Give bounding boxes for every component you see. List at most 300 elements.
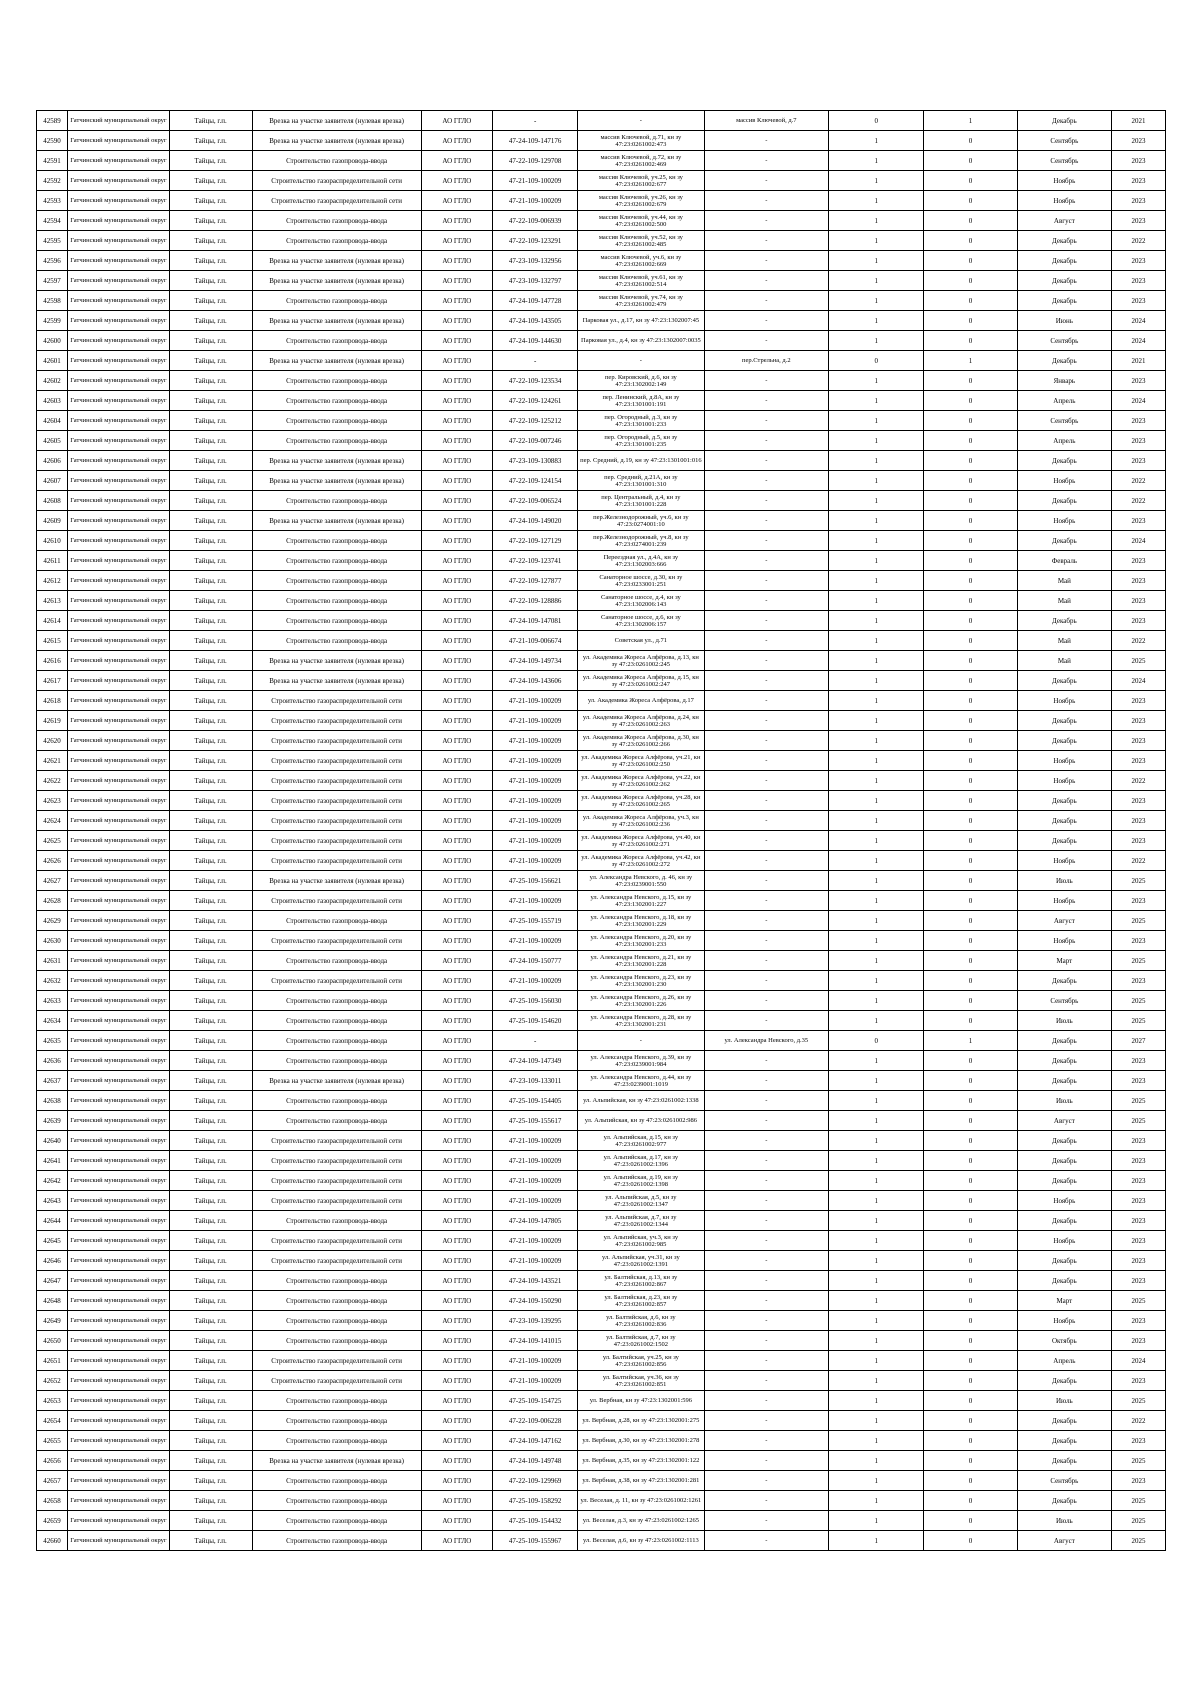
table-row — [37, 1311, 1166, 1331]
cell-month: Август — [1017, 911, 1111, 931]
cell-settlement: Тайцы, г.п. — [169, 1331, 252, 1351]
cell-settlement: Тайцы, г.п. — [169, 811, 252, 831]
cell-settlement: Тайцы, г.п. — [169, 1011, 252, 1031]
cell-count-b: 0 — [924, 1351, 1017, 1371]
cell-year: 2025 — [1112, 1111, 1166, 1131]
cell-address-cadastral: ул. Балтийская, д.13, кн зу 47:23:0261002:867 — [578, 1271, 704, 1291]
cell-district: Гатчинский муниципальный округ — [68, 771, 170, 791]
cell-object-address: - — [704, 1291, 828, 1311]
cell-record-id: 42605 — [37, 431, 68, 451]
cell-work-type: Строительство газопровода-ввода — [252, 431, 421, 451]
cell-district: Гатчинский муниципальный округ — [68, 1471, 170, 1491]
cell-district: Гатчинский муниципальный округ — [68, 851, 170, 871]
cell-count-b: 0 — [924, 311, 1017, 331]
cell-object-address: - — [704, 431, 828, 451]
cell-year: 2021 — [1112, 351, 1166, 371]
cell-object-address: - — [704, 131, 828, 151]
cell-address-cadastral: массив Ключевой, уч.6, кн зу 47:23:0261002:669 — [578, 251, 704, 271]
cell-record-id: 42658 — [37, 1491, 68, 1511]
cell-address-cadastral: Парковая ул., д.17, кн зу 47:23:1302007:45 — [578, 311, 704, 331]
cell-month: Ноябрь — [1017, 1231, 1111, 1251]
cell-work-type: Строительство газопровода-ввода — [252, 611, 421, 631]
cell-month: Май — [1017, 571, 1111, 591]
cell-object-address: - — [704, 371, 828, 391]
cell-settlement: Тайцы, г.п. — [169, 1311, 252, 1331]
cell-record-id: 42619 — [37, 711, 68, 731]
cell-application-number: 47-25-109-154725 — [493, 1391, 578, 1411]
cell-count-b: 0 — [924, 1491, 1017, 1511]
cell-application-number: 47-21-109-100209 — [493, 931, 578, 951]
cell-record-id: 42648 — [37, 1291, 68, 1311]
table-row — [37, 951, 1166, 971]
cell-year: 2023 — [1112, 791, 1166, 811]
cell-organization: АО ГГЛО — [421, 1051, 493, 1071]
cell-settlement: Тайцы, г.п. — [169, 931, 252, 951]
cell-application-number: 47-21-109-100209 — [493, 1131, 578, 1151]
cell-work-type: Строительство газопровода-ввода — [252, 1211, 421, 1231]
cell-work-type: Строительство газопровода-ввода — [252, 911, 421, 931]
cell-count-a: 1 — [829, 951, 924, 971]
cell-record-id: 42595 — [37, 231, 68, 251]
cell-settlement: Тайцы, г.п. — [169, 951, 252, 971]
cell-application-number: 47-21-109-100209 — [493, 731, 578, 751]
cell-application-number: 47-24-109-149748 — [493, 1451, 578, 1471]
cell-work-type: Строительство газораспределительной сети — [252, 1171, 421, 1191]
cell-record-id: 42647 — [37, 1271, 68, 1291]
table-row — [37, 651, 1166, 671]
cell-object-address: - — [704, 451, 828, 471]
cell-work-type: Строительство газопровода-ввода — [252, 391, 421, 411]
cell-year: 2023 — [1112, 1251, 1166, 1271]
table-row — [37, 1171, 1166, 1191]
cell-organization: АО ГГЛО — [421, 171, 493, 191]
cell-record-id: 42629 — [37, 911, 68, 931]
table-row — [37, 871, 1166, 891]
cell-count-a: 1 — [829, 1091, 924, 1111]
cell-count-a: 1 — [829, 131, 924, 151]
cell-record-id: 42654 — [37, 1411, 68, 1431]
cell-district: Гатчинский муниципальный округ — [68, 1171, 170, 1191]
cell-object-address: ул. Александра Невского, д.35 — [704, 1031, 828, 1051]
cell-address-cadastral: ул. Академика Жореса Алфёрова, д.13, кн зу 47:23:0261002:245 — [578, 651, 704, 671]
cell-address-cadastral: ул. Альпийская, д.5, кн зу 47:23:0261002:1347 — [578, 1191, 704, 1211]
cell-count-a: 1 — [829, 451, 924, 471]
cell-record-id: 42660 — [37, 1531, 68, 1551]
cell-year: 2023 — [1112, 1331, 1166, 1351]
cell-count-b: 0 — [924, 171, 1017, 191]
cell-work-type: Строительство газораспределительной сети — [252, 1191, 421, 1211]
cell-count-a: 1 — [829, 171, 924, 191]
cell-work-type: Строительство газопровода-ввода — [252, 1531, 421, 1551]
cell-application-number: 47-21-109-100209 — [493, 1251, 578, 1271]
cell-record-id: 42596 — [37, 251, 68, 271]
cell-organization: АО ГГЛО — [421, 1431, 493, 1451]
cell-district: Гатчинский муниципальный округ — [68, 1371, 170, 1391]
table-row — [37, 891, 1166, 911]
cell-settlement: Тайцы, г.п. — [169, 631, 252, 651]
table-row — [37, 331, 1166, 351]
cell-work-type: Строительство газораспределительной сети — [252, 851, 421, 871]
cell-count-b: 0 — [924, 731, 1017, 751]
cell-organization: АО ГГЛО — [421, 1371, 493, 1391]
cell-month: Май — [1017, 651, 1111, 671]
cell-district: Гатчинский муниципальный округ — [68, 131, 170, 151]
cell-record-id: 42642 — [37, 1171, 68, 1191]
cell-record-id: 42627 — [37, 871, 68, 891]
cell-organization: АО ГГЛО — [421, 151, 493, 171]
cell-work-type: Строительство газопровода-ввода — [252, 1431, 421, 1451]
cell-organization: АО ГГЛО — [421, 291, 493, 311]
cell-address-cadastral: Санаторное шоссе, д.6, кн зу 47:23:1302006:157 — [578, 611, 704, 631]
cell-record-id: 42592 — [37, 171, 68, 191]
cell-year: 2024 — [1112, 331, 1166, 351]
cell-settlement: Тайцы, г.п. — [169, 891, 252, 911]
cell-count-b: 0 — [924, 711, 1017, 731]
cell-address-cadastral: ул. Балтийская, д.7, кн зу 47:23:0261002:1502 — [578, 1331, 704, 1351]
cell-district: Гатчинский муниципальный округ — [68, 251, 170, 271]
cell-year: 2025 — [1112, 1391, 1166, 1411]
cell-work-type: Строительство газопровода-ввода — [252, 1391, 421, 1411]
cell-object-address: - — [704, 1491, 828, 1511]
cell-application-number: 47-22-109-125212 — [493, 411, 578, 431]
cell-year: 2024 — [1112, 1351, 1166, 1371]
cell-object-address: - — [704, 1351, 828, 1371]
cell-application-number: 47-21-109-100209 — [493, 891, 578, 911]
cell-count-b: 0 — [924, 1311, 1017, 1331]
cell-record-id: 42608 — [37, 491, 68, 511]
cell-year: 2022 — [1112, 491, 1166, 511]
cell-month: Август — [1017, 211, 1111, 231]
cell-application-number: 47-21-109-100209 — [493, 851, 578, 871]
table-row — [37, 1191, 1166, 1211]
cell-count-a: 1 — [829, 271, 924, 291]
cell-work-type: Строительство газопровода-ввода — [252, 331, 421, 351]
table-row — [37, 591, 1166, 611]
cell-organization: АО ГГЛО — [421, 1471, 493, 1491]
cell-work-type: Строительство газораспределительной сети — [252, 1231, 421, 1251]
cell-record-id: 42650 — [37, 1331, 68, 1351]
cell-count-b: 0 — [924, 1471, 1017, 1491]
cell-work-type: Строительство газораспределительной сети — [252, 691, 421, 711]
cell-application-number: 47-24-109-147728 — [493, 291, 578, 311]
table-row — [37, 531, 1166, 551]
cell-year: 2023 — [1112, 971, 1166, 991]
cell-object-address: - — [704, 1091, 828, 1111]
cell-address-cadastral: массив Ключевой, уч.61, кн зу 47:23:0261002:514 — [578, 271, 704, 291]
cell-object-address: - — [704, 911, 828, 931]
cell-year: 2025 — [1112, 1011, 1166, 1031]
cell-month: Декабрь — [1017, 231, 1111, 251]
cell-address-cadastral: ул. Александра Невского, д. 46, кн зу 47:23:0239001:550 — [578, 871, 704, 891]
cell-record-id: 42645 — [37, 1231, 68, 1251]
cell-application-number: 47-21-109-100209 — [493, 191, 578, 211]
table-row — [37, 1391, 1166, 1411]
cell-address-cadastral: ул. Академика Жореса Алфёрова, уч.22, кн зу 47:23:0261002:262 — [578, 771, 704, 791]
cell-record-id: 42606 — [37, 451, 68, 471]
cell-month: Ноябрь — [1017, 931, 1111, 951]
cell-district: Гатчинский муниципальный округ — [68, 171, 170, 191]
cell-year: 2023 — [1112, 171, 1166, 191]
cell-application-number: 47-24-109-143505 — [493, 311, 578, 331]
cell-district: Гатчинский муниципальный округ — [68, 871, 170, 891]
cell-record-id: 42602 — [37, 371, 68, 391]
cell-organization: АО ГГЛО — [421, 111, 493, 131]
cell-district: Гатчинский муниципальный округ — [68, 231, 170, 251]
cell-address-cadastral: массив Ключевой, уч.44, кн зу 47:23:0261002:500 — [578, 211, 704, 231]
cell-record-id: 42598 — [37, 291, 68, 311]
cell-year: 2023 — [1112, 731, 1166, 751]
cell-count-a: 1 — [829, 851, 924, 871]
table-row — [37, 851, 1166, 871]
cell-settlement: Тайцы, г.п. — [169, 311, 252, 331]
cell-year: 2023 — [1112, 571, 1166, 591]
cell-month: Апрель — [1017, 1351, 1111, 1371]
cell-year: 2023 — [1112, 371, 1166, 391]
cell-month: Декабрь — [1017, 1071, 1111, 1091]
cell-year: 2023 — [1112, 1271, 1166, 1291]
cell-object-address: - — [704, 1371, 828, 1391]
cell-organization: АО ГГЛО — [421, 1311, 493, 1331]
cell-month: Ноябрь — [1017, 1311, 1111, 1331]
cell-month: Декабрь — [1017, 451, 1111, 471]
cell-address-cadastral: ул. Александра Невского, д.23, кн зу 47:23:1302001:230 — [578, 971, 704, 991]
cell-address-cadastral: пер. Кировский, д.6, кн зу 47:23:1302002:149 — [578, 371, 704, 391]
cell-count-b: 0 — [924, 531, 1017, 551]
cell-settlement: Тайцы, г.п. — [169, 511, 252, 531]
cell-organization: АО ГГЛО — [421, 491, 493, 511]
cell-application-number: 47-23-109-130883 — [493, 451, 578, 471]
cell-settlement: Тайцы, г.п. — [169, 1191, 252, 1211]
cell-record-id: 42591 — [37, 151, 68, 171]
cell-count-b: 0 — [924, 751, 1017, 771]
cell-count-a: 0 — [829, 111, 924, 131]
cell-record-id: 42653 — [37, 1391, 68, 1411]
table-row — [37, 411, 1166, 431]
cell-object-address: - — [704, 811, 828, 831]
cell-count-b: 0 — [924, 551, 1017, 571]
cell-organization: АО ГГЛО — [421, 1131, 493, 1151]
cell-count-b: 0 — [924, 851, 1017, 871]
cell-month: Ноябрь — [1017, 691, 1111, 711]
cell-organization: АО ГГЛО — [421, 1251, 493, 1271]
cell-month: Декабрь — [1017, 1151, 1111, 1171]
cell-settlement: Тайцы, г.п. — [169, 611, 252, 631]
cell-work-type: Строительство газораспределительной сети — [252, 811, 421, 831]
cell-year: 2023 — [1112, 691, 1166, 711]
cell-settlement: Тайцы, г.п. — [169, 451, 252, 471]
cell-count-b: 0 — [924, 1151, 1017, 1171]
cell-address-cadastral: пер.Железнодорожный, уч.6, кн зу 47:23:0274001:10 — [578, 511, 704, 531]
cell-month: Октябрь — [1017, 1331, 1111, 1351]
cell-application-number: 47-21-109-100209 — [493, 1351, 578, 1371]
cell-count-a: 1 — [829, 371, 924, 391]
cell-settlement: Тайцы, г.п. — [169, 1451, 252, 1471]
cell-record-id: 42600 — [37, 331, 68, 351]
cell-district: Гатчинский муниципальный округ — [68, 351, 170, 371]
cell-address-cadastral: ул. Балтийская, д.6, кн зу 47:23:0261002:836 — [578, 1311, 704, 1331]
cell-month: Ноябрь — [1017, 471, 1111, 491]
cell-application-number: 47-21-109-100209 — [493, 751, 578, 771]
cell-year: 2024 — [1112, 531, 1166, 551]
cell-application-number: 47-24-109-143606 — [493, 671, 578, 691]
cell-count-a: 1 — [829, 1271, 924, 1291]
cell-month: Декабрь — [1017, 1491, 1111, 1511]
cell-work-type: Строительство газопровода-ввода — [252, 491, 421, 511]
cell-record-id: 42655 — [37, 1431, 68, 1451]
cell-month: Май — [1017, 591, 1111, 611]
cell-object-address: - — [704, 571, 828, 591]
cell-year: 2023 — [1112, 131, 1166, 151]
cell-year: 2023 — [1112, 751, 1166, 771]
table-row — [37, 671, 1166, 691]
cell-settlement: Тайцы, г.п. — [169, 1471, 252, 1491]
cell-settlement: Тайцы, г.п. — [169, 591, 252, 611]
cell-count-b: 0 — [924, 591, 1017, 611]
cell-work-type: Строительство газораспределительной сети — [252, 831, 421, 851]
table-row — [37, 451, 1166, 471]
cell-address-cadastral: ул. Академика Жореса Алфёрова, уч.3, кн зу 47:23:0261002:236 — [578, 811, 704, 831]
cell-count-b: 0 — [924, 251, 1017, 271]
cell-count-a: 1 — [829, 671, 924, 691]
cell-month: Декабрь — [1017, 531, 1111, 551]
cell-count-b: 0 — [924, 131, 1017, 151]
cell-object-address: - — [704, 1011, 828, 1031]
cell-object-address: - — [704, 731, 828, 751]
table-row — [37, 1471, 1166, 1491]
cell-record-id: 42616 — [37, 651, 68, 671]
cell-count-b: 0 — [924, 231, 1017, 251]
cell-district: Гатчинский муниципальный округ — [68, 1451, 170, 1471]
cell-settlement: Тайцы, г.п. — [169, 771, 252, 791]
cell-address-cadastral: ул. Александра Невского, д.26, кн зу 47:23:1302001:226 — [578, 991, 704, 1011]
cell-settlement: Тайцы, г.п. — [169, 1071, 252, 1091]
cell-month: Июль — [1017, 871, 1111, 891]
cell-organization: АО ГГЛО — [421, 351, 493, 371]
cell-address-cadastral: ул. Александра Невского, д.39, кн зу 47:23:0239001:984 — [578, 1051, 704, 1071]
cell-month: Декабрь — [1017, 611, 1111, 631]
cell-district: Гатчинский муниципальный округ — [68, 471, 170, 491]
cell-count-a: 1 — [829, 931, 924, 951]
cell-settlement: Тайцы, г.п. — [169, 1231, 252, 1251]
cell-object-address: - — [704, 271, 828, 291]
cell-count-b: 0 — [924, 1411, 1017, 1431]
cell-object-address: - — [704, 931, 828, 951]
cell-count-b: 0 — [924, 471, 1017, 491]
cell-count-b: 0 — [924, 1111, 1017, 1131]
cell-application-number: 47-22-109-129708 — [493, 151, 578, 171]
cell-record-id: 42634 — [37, 1011, 68, 1031]
cell-organization: АО ГГЛО — [421, 1491, 493, 1511]
cell-district: Гатчинский муниципальный округ — [68, 1131, 170, 1151]
cell-object-address: - — [704, 1111, 828, 1131]
cell-address-cadastral: ул. Александра Невского, д.18, кн зу 47:23:1302001:229 — [578, 911, 704, 931]
cell-month: Июль — [1017, 1011, 1111, 1031]
cell-record-id: 42609 — [37, 511, 68, 531]
cell-year: 2022 — [1112, 231, 1166, 251]
cell-record-id: 42644 — [37, 1211, 68, 1231]
cell-month: Апрель — [1017, 391, 1111, 411]
cell-year: 2021 — [1112, 111, 1166, 131]
table-row — [37, 311, 1166, 331]
cell-year: 2023 — [1112, 551, 1166, 571]
cell-settlement: Тайцы, г.п. — [169, 331, 252, 351]
cell-record-id: 42656 — [37, 1451, 68, 1471]
cell-count-b: 0 — [924, 871, 1017, 891]
cell-record-id: 42623 — [37, 791, 68, 811]
cell-year: 2023 — [1112, 1051, 1166, 1071]
cell-organization: АО ГГЛО — [421, 131, 493, 151]
cell-work-type: Строительство газораспределительной сети — [252, 731, 421, 751]
cell-count-a: 1 — [829, 791, 924, 811]
cell-count-a: 1 — [829, 971, 924, 991]
cell-work-type: Строительство газопровода-ввода — [252, 1051, 421, 1071]
cell-district: Гатчинский муниципальный округ — [68, 631, 170, 651]
cell-object-address: - — [704, 1311, 828, 1331]
cell-month: Август — [1017, 1531, 1111, 1551]
cell-count-b: 0 — [924, 1191, 1017, 1211]
cell-year: 2023 — [1112, 1431, 1166, 1451]
cell-address-cadastral: ул. Альпийская, д.19, кн зу 47:23:0261002:1398 — [578, 1171, 704, 1191]
cell-object-address: - — [704, 891, 828, 911]
cell-address-cadastral: ул. Вербная, д.35, кн зу 47:23:1302001:122 — [578, 1451, 704, 1471]
cell-address-cadastral: пер.Железнодорожный, уч.8, кн зу 47:23:0274001:239 — [578, 531, 704, 551]
cell-address-cadastral: ул. Балтийская, уч.36, кн зу 47:23:0261002:851 — [578, 1371, 704, 1391]
cell-object-address: - — [704, 871, 828, 891]
cell-organization: АО ГГЛО — [421, 311, 493, 331]
cell-year: 2024 — [1112, 671, 1166, 691]
cell-application-number: 47-21-109-100209 — [493, 791, 578, 811]
cell-count-a: 1 — [829, 1531, 924, 1551]
cell-district: Гатчинский муниципальный округ — [68, 431, 170, 451]
cell-count-a: 1 — [829, 1011, 924, 1031]
cell-district: Гатчинский муниципальный округ — [68, 911, 170, 931]
cell-year: 2025 — [1112, 1511, 1166, 1531]
cell-district: Гатчинский муниципальный округ — [68, 1211, 170, 1231]
cell-object-address: - — [704, 391, 828, 411]
cell-count-b: 0 — [924, 991, 1017, 1011]
cell-count-b: 0 — [924, 411, 1017, 431]
cell-settlement: Тайцы, г.п. — [169, 551, 252, 571]
cell-object-address: - — [704, 1211, 828, 1231]
cell-object-address: - — [704, 1411, 828, 1431]
cell-organization: АО ГГЛО — [421, 1011, 493, 1031]
cell-record-id: 42599 — [37, 311, 68, 331]
cell-address-cadastral: ул. Вербная, д.28, кн зу 47:23:1302001:275 — [578, 1411, 704, 1431]
cell-district: Гатчинский муниципальный округ — [68, 591, 170, 611]
cell-object-address: - — [704, 651, 828, 671]
cell-year: 2027 — [1112, 1031, 1166, 1051]
cell-organization: АО ГГЛО — [421, 191, 493, 211]
cell-address-cadastral: ул. Балтийская, д.23, кн зу 47:23:0261002:857 — [578, 1291, 704, 1311]
cell-district: Гатчинский муниципальный округ — [68, 291, 170, 311]
cell-organization: АО ГГЛО — [421, 531, 493, 551]
cell-district: Гатчинский муниципальный округ — [68, 891, 170, 911]
cell-work-type: Строительство газопровода-ввода — [252, 211, 421, 231]
cell-address-cadastral: Переездная ул., д.4А, кн зу 47:23:1302003:666 — [578, 551, 704, 571]
cell-district: Гатчинский муниципальный округ — [68, 1191, 170, 1211]
cell-count-b: 0 — [924, 1511, 1017, 1531]
cell-address-cadastral: ул. Александра Невского, д.15, кн зу 47:23:1302001:227 — [578, 891, 704, 911]
cell-application-number: 47-25-109-155719 — [493, 911, 578, 931]
cell-year: 2023 — [1112, 1191, 1166, 1211]
cell-year: 2023 — [1112, 291, 1166, 311]
cell-month: Февраль — [1017, 551, 1111, 571]
table-row — [37, 351, 1166, 371]
cell-district: Гатчинский муниципальный округ — [68, 531, 170, 551]
cell-application-number: 47-21-109-100209 — [493, 171, 578, 191]
cell-application-number: 47-23-109-133011 — [493, 1071, 578, 1091]
cell-record-id: 42615 — [37, 631, 68, 651]
